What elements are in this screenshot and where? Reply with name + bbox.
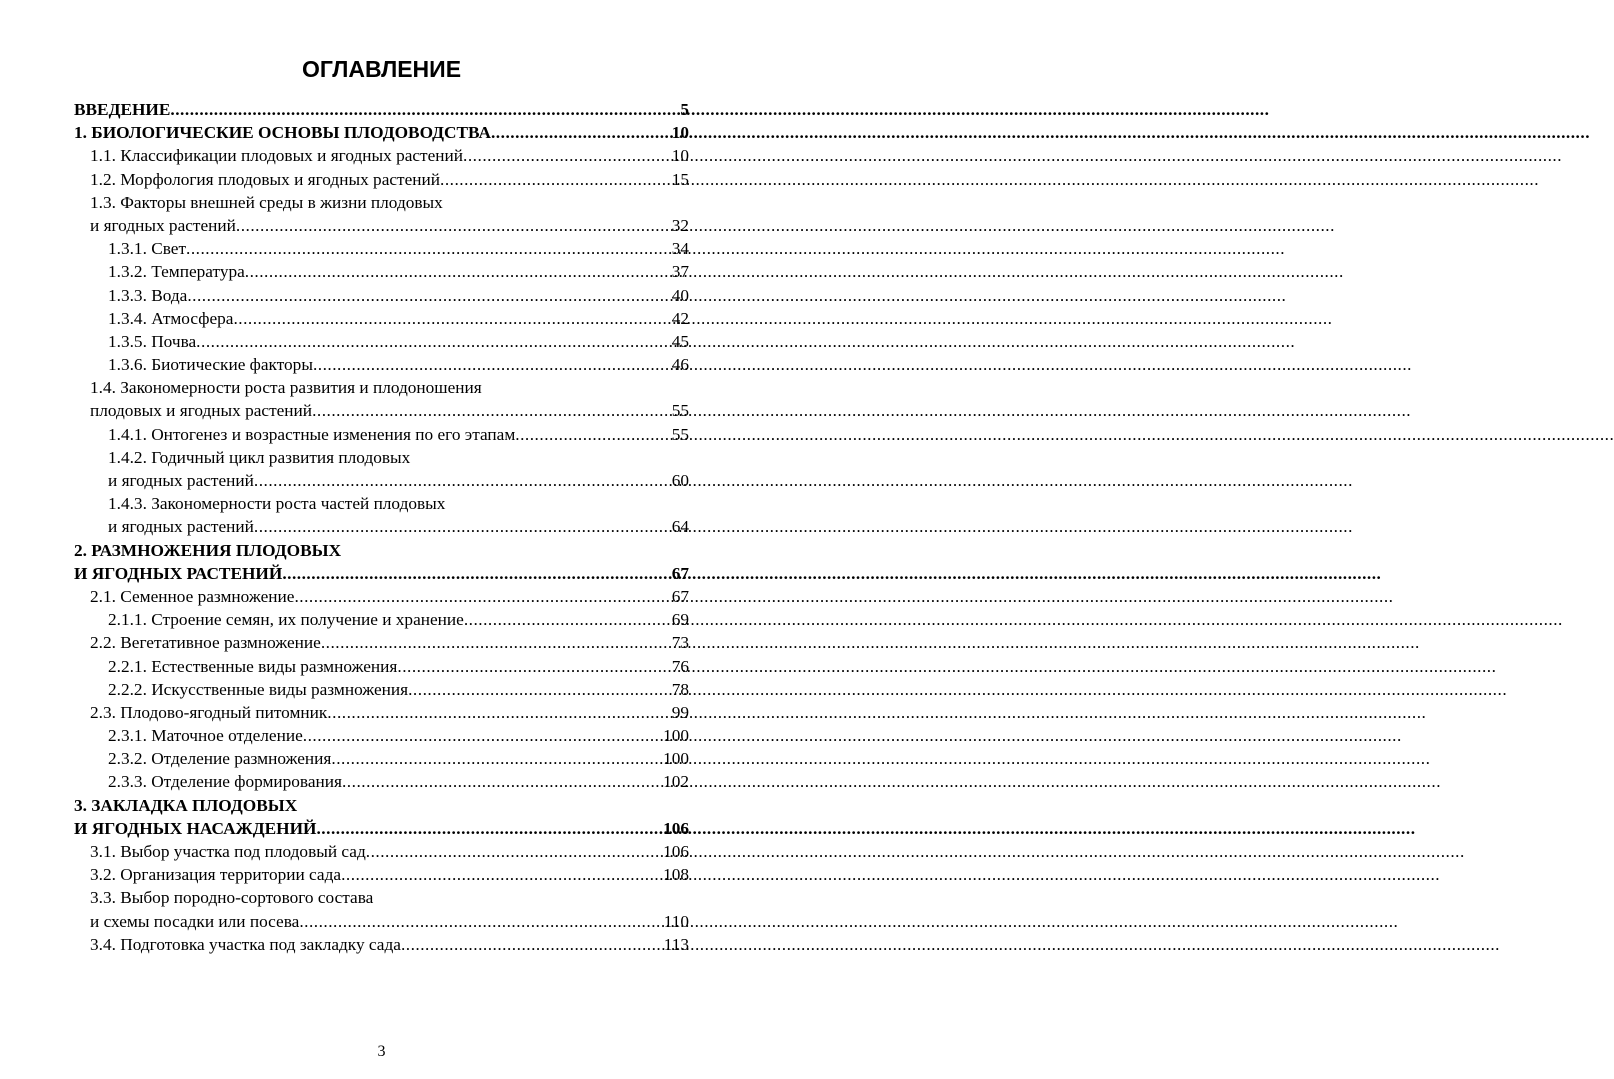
toc-entry-text: 1.4.2. Годичный цикл развития плодовых <box>108 447 411 467</box>
toc-entry-text: 3.2. Организация территории сада <box>90 865 342 885</box>
toc-entry-text: 1.4.3. Закономерности роста частей плодовых <box>108 494 446 514</box>
toc-entry-page: 55 <box>671 401 689 421</box>
toc-entry <box>74 307 689 330</box>
toc-entry-page: 60 <box>671 471 689 490</box>
toc-entry-page: 67 <box>671 563 689 583</box>
toc-entry-text: 3. ЗАКЛАДКА ПЛОДОВЫХ <box>74 795 298 815</box>
toc-entry <box>74 747 689 770</box>
toc-entry <box>74 840 689 863</box>
toc-entry <box>74 353 689 376</box>
toc-entry-text: 1. БИОЛОГИЧЕСКИЕ ОСНОВЫ ПЛОДОВОДСТВА <box>74 123 491 143</box>
toc-entry-text: 1.1. Классификации плодовых и ягодных растений <box>90 146 464 166</box>
page-title: ОГЛАВЛЕНИЕ <box>301 56 462 82</box>
toc-entry-text: 1.3.4. Атмосфера <box>108 308 234 328</box>
toc-entry-text: и ягодных растений <box>108 517 254 537</box>
toc-entry-text: 2. РАЗМНОЖЕНИЯ ПЛОДОВЫХ <box>74 540 342 560</box>
toc-entry <box>74 399 689 422</box>
toc-entry-text: 1.3.3. Вода <box>108 285 188 305</box>
toc-entry-text: 2.3.1. Маточное отделение <box>108 726 303 746</box>
toc-entry <box>74 863 689 886</box>
toc-entry <box>74 121 689 144</box>
toc-entry-page: 37 <box>671 262 689 282</box>
toc-entry-text: 2.1. Семенное размножение <box>90 586 295 606</box>
toc-entry-text: 2.2.2. Искусственные виды размножения <box>108 679 409 699</box>
toc-entry <box>74 492 689 515</box>
toc-entry <box>74 886 689 909</box>
toc-entry-text: 1.4.1. Онтогенез и возрастные изменения по его этапам <box>108 424 516 444</box>
toc-entry <box>74 144 689 167</box>
toc-entry-page: 40 <box>671 285 689 305</box>
toc-entry <box>74 770 689 793</box>
toc-entry-page: 106 <box>663 818 689 838</box>
toc-entry-text: 1.3.5. Почва <box>108 331 197 351</box>
toc-entry-text: плодовых и ягодных растений <box>90 401 313 421</box>
toc-entry-page: 76 <box>671 656 689 676</box>
toc-entry <box>74 701 689 724</box>
toc-entry <box>74 724 689 747</box>
toc-entry-text: И ЯГОДНЫХ РАСТЕНИЙ <box>74 563 283 583</box>
toc-entry-text: 1.3.6. Биотические факторы <box>108 355 313 375</box>
table-of-contents <box>74 98 689 956</box>
toc-entry-text: И ЯГОДНЫХ НАСАЖДЕНИЙ <box>74 818 317 838</box>
toc-entry <box>74 376 689 399</box>
toc-entry-text: 3.4. Подготовка участка под закладку сада <box>90 934 401 954</box>
toc-entry-page: 106 <box>663 842 689 861</box>
toc-entry-page: 42 <box>671 308 689 328</box>
toc-entry-page: 102 <box>663 772 689 792</box>
toc-entry-text: 1.4. Закономерности роста развития и плодоношения <box>90 378 482 398</box>
toc-entry <box>74 910 689 933</box>
toc-entry-page: 78 <box>671 679 689 699</box>
toc-entry-text: 3.1. Выбор участка под плодовый сад <box>90 842 366 861</box>
toc-entry-text: 2.3.2. Отделение размножения <box>108 749 332 769</box>
toc-entry-text: 2.3. Плодово-ягодный питомник <box>90 702 328 722</box>
toc-entry-text: 1.3.1. Свет <box>108 239 187 259</box>
toc-entry-text: ВВЕДЕНИЕ <box>74 100 171 119</box>
toc-entry-text: 1.2. Морфология плодовых и ягодных растений <box>90 169 440 189</box>
toc-entry <box>74 933 689 956</box>
toc-entry <box>74 817 689 840</box>
toc-entry-text: и схемы посадки или посева <box>90 911 300 931</box>
toc-entry-page: 108 <box>663 865 689 885</box>
toc-entry <box>74 631 689 654</box>
toc-entry-text: и ягодных растений <box>90 215 236 235</box>
toc-entry <box>74 794 689 817</box>
toc-entry <box>74 562 689 585</box>
toc-entry-page: 100 <box>663 749 689 769</box>
toc-entry-page: 10 <box>671 146 689 166</box>
toc-entry <box>74 585 689 608</box>
toc-entry-text: 1.3. Факторы внешней среды в жизни плодовых <box>90 192 443 212</box>
toc-entry-text: 2.2. Вегетативное размножение <box>90 633 321 653</box>
page-number: 3 <box>377 1043 386 1060</box>
toc-entry-page: 100 <box>663 726 689 746</box>
toc-entry <box>74 608 689 631</box>
toc-entry <box>74 423 689 446</box>
toc-entry-text: 2.2.1. Естественные виды размножения <box>108 656 398 676</box>
toc-entry <box>74 469 689 492</box>
toc-entry <box>74 446 689 469</box>
toc-entry-text: и ягодных растений <box>108 471 254 490</box>
toc-entry <box>74 237 689 260</box>
toc-entry-page: 73 <box>671 633 689 653</box>
toc-entry-page: 46 <box>671 355 689 375</box>
toc-entry <box>74 678 689 701</box>
toc-entry-page: 110 <box>663 911 689 931</box>
toc-entry <box>74 98 689 121</box>
toc-entry-page: 55 <box>671 424 689 444</box>
toc-entry-page: 5 <box>680 100 689 119</box>
toc-entry <box>74 168 689 191</box>
toc-entry-page: 64 <box>671 517 689 537</box>
toc-entry-text: 2.3.3. Отделение формирования <box>108 772 342 792</box>
toc-entry-text: 2.1.1. Строение семян, их получение и хранение <box>108 610 464 630</box>
toc-entry <box>74 655 689 678</box>
toc-entry-page: 45 <box>671 331 689 351</box>
toc-entry-page: 99 <box>671 702 689 722</box>
toc-entry-page: 32 <box>671 215 689 235</box>
toc-entry-page: 10 <box>671 123 689 143</box>
toc-entry-page: 15 <box>671 169 689 189</box>
toc-entry <box>74 260 689 283</box>
toc-entry <box>74 330 689 353</box>
toc-entry <box>74 515 689 538</box>
toc-entry-page: 69 <box>671 610 689 630</box>
toc-entry <box>74 284 689 307</box>
toc-entry <box>74 539 689 562</box>
toc-entry <box>74 191 689 214</box>
toc-entry-page: 67 <box>671 586 689 606</box>
toc-entry <box>74 214 689 237</box>
toc-entry-text: 3.3. Выбор породно-сортового состава <box>90 888 374 908</box>
toc-entry-page: 34 <box>671 239 689 259</box>
toc-entry-text: 1.3.2. Температура <box>108 262 245 282</box>
toc-entry-page: 113 <box>663 934 689 954</box>
